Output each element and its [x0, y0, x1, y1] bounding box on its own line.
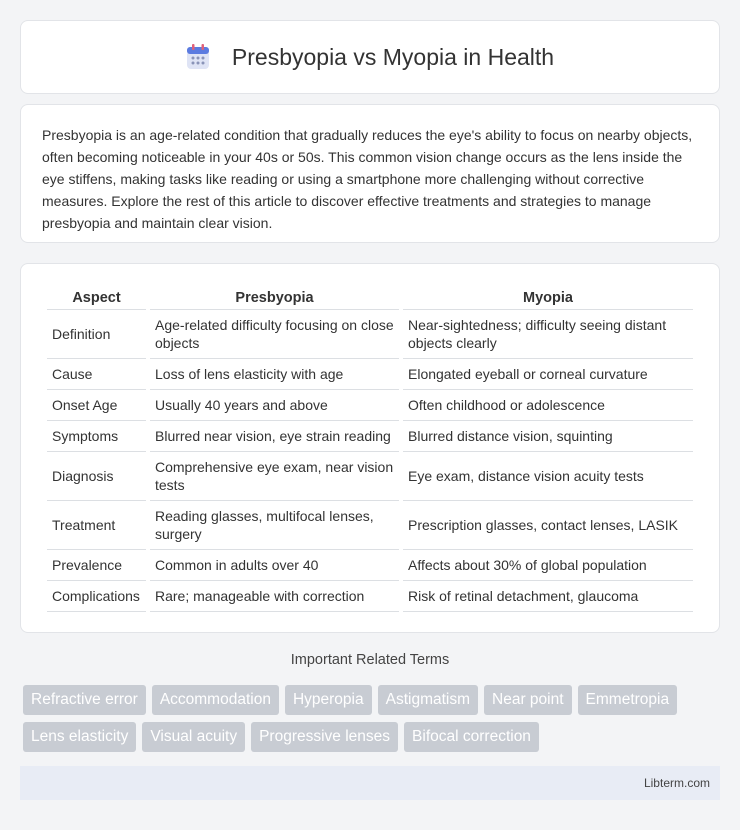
myopia-cell: Often childhood or adolescence — [403, 390, 693, 421]
term-tag[interactable]: Near point — [484, 685, 572, 715]
footer — [20, 766, 720, 800]
title-card — [20, 20, 720, 94]
table-row — [47, 390, 693, 421]
aspect-cell: Diagnosis — [47, 452, 146, 501]
footer-brand-link[interactable]: Libterm.com — [643, 776, 710, 790]
table-row — [47, 310, 693, 359]
presbyopia-cell: Age-related difficulty focusing on close objects — [150, 310, 399, 359]
presbyopia-cell: Reading glasses, multifocal lenses, surgery — [150, 501, 399, 550]
intro-text: Presbyopia is an age-related condition that gradually reduces the eye's ability to focus on nearby objects, often becoming noticeable in your 40s or 50s. This common vision change occurs as the lens inside the eye stiffens, making tasks like reading or using a smartphone more challenging without corrective measures. Explore the rest of this article to discover effective treatments and strategies to manage presbyopia and maintain clear vision. — [42, 127, 693, 231]
aspect-cell: Treatment — [47, 501, 146, 550]
aspect-cell: Complications — [47, 581, 146, 612]
aspect-cell: Prevalence — [47, 550, 146, 581]
calendar-icon — [186, 44, 210, 70]
header-presbyopia: Presbyopia — [150, 284, 399, 310]
presbyopia-cell: Rare; manageable with correction — [150, 581, 399, 612]
comparison-table — [43, 284, 697, 612]
presbyopia-cell: Blurred near vision, eye strain reading — [150, 421, 399, 452]
page-title: Presbyopia vs Myopia in Health — [231, 43, 555, 70]
table-row — [47, 421, 693, 452]
header-myopia: Myopia — [403, 284, 693, 310]
myopia-cell: Near-sightedness; difficulty seeing distant objects clearly — [403, 310, 693, 359]
term-tag[interactable]: Bifocal correction — [404, 722, 539, 752]
table-row — [47, 501, 693, 550]
myopia-cell: Blurred distance vision, squinting — [403, 421, 693, 452]
presbyopia-cell: Common in adults over 40 — [150, 550, 399, 581]
myopia-cell: Eye exam, distance vision acuity tests — [403, 452, 693, 501]
related-terms-heading: Important Related Terms — [290, 652, 450, 668]
aspect-cell: Definition — [47, 310, 146, 359]
aspect-cell: Symptoms — [47, 421, 146, 452]
term-tag[interactable]: Visual acuity — [142, 722, 245, 752]
myopia-cell: Elongated eyeball or corneal curvature — [403, 359, 693, 390]
table-header-row — [47, 284, 693, 310]
term-tag[interactable]: Astigmatism — [378, 685, 478, 715]
myopia-cell: Affects about 30% of global population — [403, 550, 693, 581]
related-terms-list — [23, 685, 723, 752]
comparison-table-card — [20, 263, 720, 633]
term-tag[interactable]: Lens elasticity — [23, 722, 136, 752]
term-tag[interactable]: Progressive lenses — [251, 722, 398, 752]
term-tag[interactable]: Accommodation — [152, 685, 279, 715]
table-row — [47, 359, 693, 390]
myopia-cell: Prescription glasses, contact lenses, LASIK — [403, 501, 693, 550]
presbyopia-cell: Usually 40 years and above — [150, 390, 399, 421]
aspect-cell: Cause — [47, 359, 146, 390]
presbyopia-cell: Loss of lens elasticity with age — [150, 359, 399, 390]
presbyopia-cell: Comprehensive eye exam, near vision tests — [150, 452, 399, 501]
table-row — [47, 452, 693, 501]
intro-card — [20, 104, 720, 243]
term-tag[interactable]: Hyperopia — [285, 685, 372, 715]
myopia-cell: Risk of retinal detachment, glaucoma — [403, 581, 693, 612]
table-row — [47, 581, 693, 612]
aspect-cell: Onset Age — [47, 390, 146, 421]
term-tag[interactable]: Refractive error — [23, 685, 146, 715]
term-tag[interactable]: Emmetropia — [578, 685, 678, 715]
header-aspect: Aspect — [47, 284, 146, 310]
table-row — [47, 550, 693, 581]
